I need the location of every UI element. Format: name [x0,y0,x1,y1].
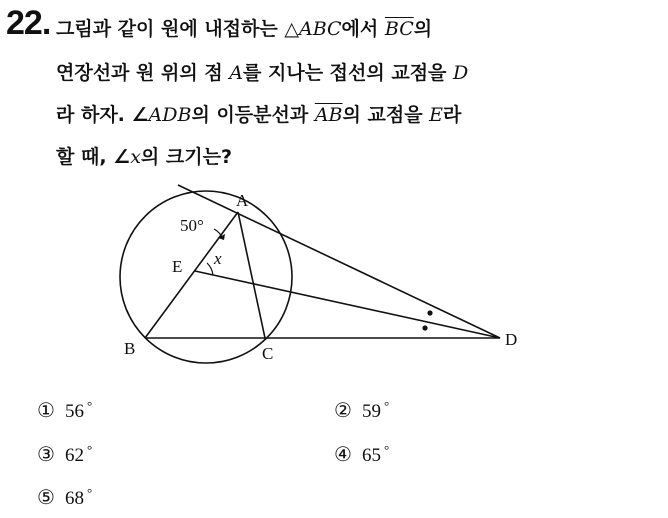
choice-value: 56 [64,401,84,422]
text: 의 교점을 [342,104,430,126]
math-point-e: E [429,104,444,126]
choice-value: 59 [361,401,381,422]
question-number: 22. [6,4,51,42]
segment-ac [238,212,265,338]
degree-unit: ° [383,442,390,457]
tangent-line [178,185,500,338]
choice-1[interactable] [37,398,92,423]
text: 를 지나는 접선의 교점을 [243,62,454,84]
text: 할 때, ∠ [56,146,131,168]
text: 의 [413,18,433,40]
math-segment-bc: $\overline{BC}$ [384,18,414,40]
label-angle-50: 50° [180,216,204,235]
degree-unit: ° [86,485,93,500]
text: 의 크기는? [140,146,232,168]
label-e: E [172,257,183,276]
choice-number: ② [334,400,352,422]
choice-number: ③ [37,444,55,466]
choice-number: ④ [334,444,352,466]
math-point-d: D [453,62,469,84]
text: 의 이등분선과 [191,104,315,126]
choice-value: 62 [64,445,84,466]
degree-unit: ° [86,398,93,413]
choice-4[interactable] [334,442,389,467]
label-a: A [236,191,249,210]
text: 그림과 같이 원에 내접하는 △ [56,18,299,40]
choice-number: ① [37,400,55,422]
degree-unit: ° [86,442,93,457]
math-point-a: A [229,62,244,84]
label-d: D [505,330,518,349]
choice-5[interactable] [37,485,92,510]
equal-angle-mark [422,325,427,330]
choice-2[interactable] [334,398,389,423]
label-c: C [262,344,274,363]
text: 라 하자. ∠ [56,104,149,126]
math-x: x [130,146,141,168]
degree-unit: ° [383,398,390,413]
label-b: B [124,339,136,358]
equal-angle-mark [427,310,432,315]
bisector-ed [195,271,500,338]
math-angle-adb: ADB [148,104,192,126]
choice-number: ⑤ [37,487,55,509]
choice-3[interactable] [37,442,92,467]
math-segment-ab: $\overline{AB}$ [314,104,343,126]
choice-value: 68 [64,488,84,509]
math-triangle-name: ABC [298,18,342,40]
text: 에서 [341,18,385,40]
text: 연장선과 원 위의 점 [56,62,230,84]
choice-value: 65 [361,445,381,466]
label-angle-x: x [214,249,222,268]
text: 라 [443,104,462,126]
